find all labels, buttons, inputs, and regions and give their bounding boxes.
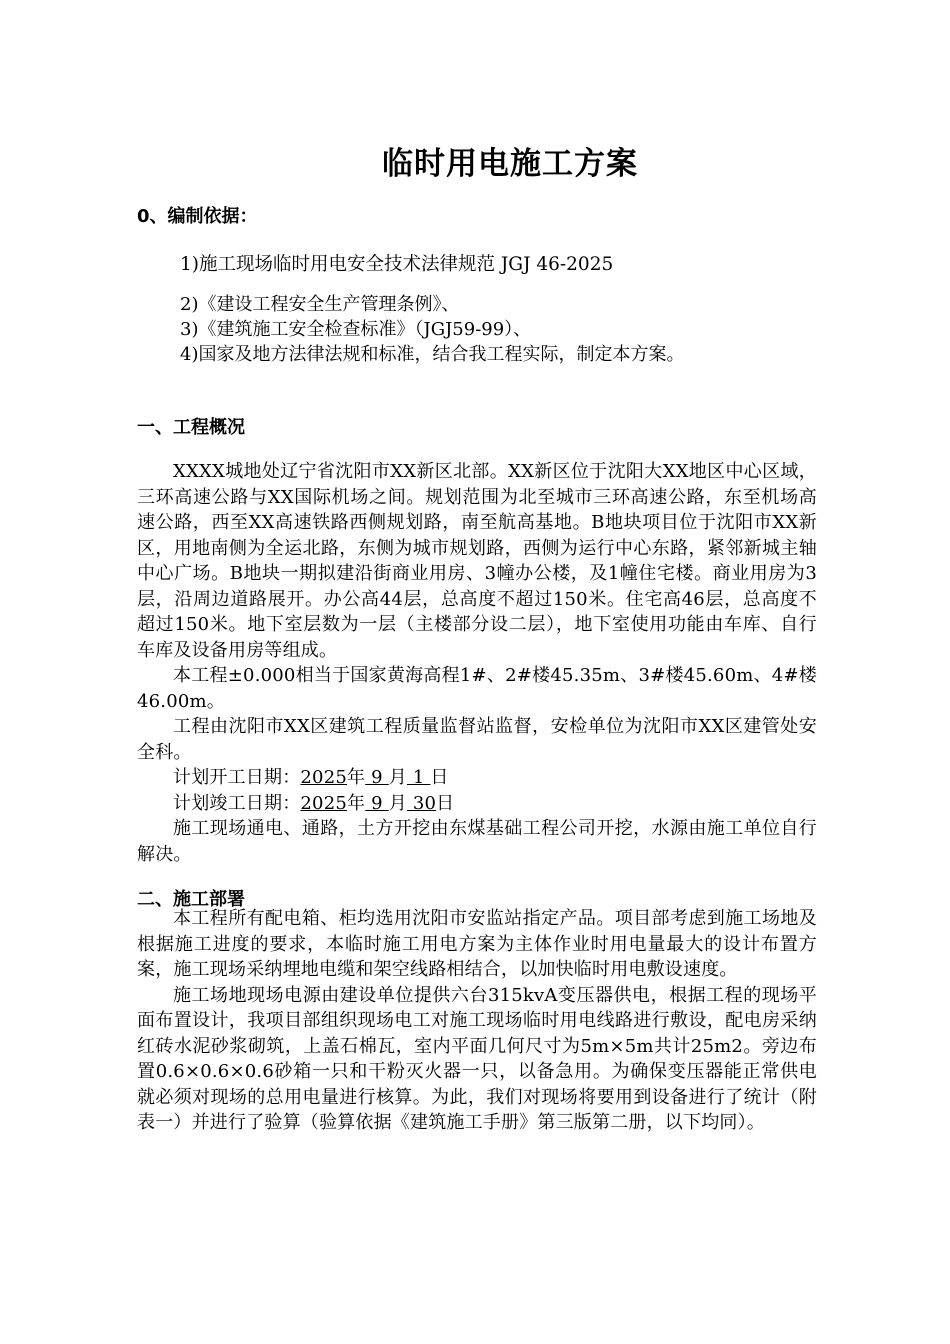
start-date-line — [137, 765, 817, 791]
end-year: 2025 — [300, 792, 348, 814]
deploy-heading: 二、施工部署 — [137, 889, 245, 910]
day-char: 日 — [430, 767, 449, 788]
start-month: 9 — [365, 767, 389, 788]
basis-item-4: 4)国家及地方法律法规和标准，结合我工程实际，制定本方案。 — [180, 344, 685, 365]
start-year: 2025 — [300, 767, 348, 788]
end-day: 30 — [406, 792, 437, 814]
deploy-paragraph-2: 施工场地现场电源由建设单位提供六台315kvA变压器供电，根据工程的现场平面布置设计，我项目部组织现场电工对施工现场临时用电线路进行敷设，配电房采纳红砖水泥砂浆砌筑，上盖石棉瓦，室内平面几何尺寸为5m×5m共计25m2。旁边布置0.6×0.6×0.6砂箱一只和干粉灭火器一只，以备急用。为确保变压器能正常供电就必须对现场的总用电量进行核算。为此，我们对现场将要用到设备进行了统计（附表一）并进行了验算（验算依据《建筑施工手册》第三版第二册，以下均同）。 — [137, 984, 817, 1133]
overview-section — [137, 459, 817, 867]
overview-paragraph-1: XXXX城地处辽宁省沈阳市XX新区北部。XX新区位于沈阳大XX地区中心区域，三环高速公路与XX国际机场之间。规划范围为北至城市三环高速公路，东至机场高速公路，西至XX高速铁路西侧规划路，南至航高基地。B地块项目位于沈阳市XX新区，用地南侧为全运北路，东侧为城市规划路，西侧为运行中心东路，紧邻新城主轴中心广场。B地块一期拟建沿街商业用房、3幢办公楼，及1幢住宅楼。商业用房为3层，沿周边道路展开。办公高44层，总高度不超过150米。住宅高46层，总高度不超过150米。地下室层数为一层（主楼部分设二层），地下室使用功能由车库、自行车库及设备用房等组成。 — [137, 461, 817, 661]
deploy-section — [137, 906, 817, 1136]
year-char: 年 — [347, 792, 366, 814]
month-char: 月 — [388, 767, 407, 788]
basis-item-2: 2)《建设工程安全生产管理条例》、 — [180, 294, 460, 315]
day-char: 日 — [436, 792, 455, 814]
basis-item-3: 3)《建筑施工安全检查标准》（JGJ59-99）、 — [180, 319, 532, 340]
overview-heading: 一、工程概况 — [137, 417, 245, 438]
year-char: 年 — [347, 767, 366, 788]
deploy-paragraph-1: 本工程所有配电箱、柜均选用沈阳市安监站指定产品。项目部考虑到施工场地及根据施工进度的要求，本临时施工用电方案为主体作业时用电量最大的设计布置方案，施工现场采纳埋地电缆和架空线路相结合，以加快临时用电敷设速度。 — [137, 908, 817, 980]
end-date-label: 计划竣工日期： — [173, 792, 301, 814]
overview-paragraph-2: 本工程±0.000相当于国家黄海高程1#、2#楼45.35m、3#楼45.60m、4#楼46.00m。 — [137, 665, 817, 712]
basis-heading: 0、编制依据： — [137, 206, 258, 227]
start-date-label: 计划开工日期： — [173, 767, 301, 788]
end-month: 9 — [365, 792, 389, 814]
month-char: 月 — [388, 792, 407, 814]
overview-paragraph-4: 施工现场通电、通路，土方开挖由东煤基础工程公司开挖，水源由施工单位自行解决。 — [137, 818, 817, 865]
end-date-line — [137, 791, 817, 817]
basis-item-1: 1)施工现场临时用电安全技术法律规范 JGJ 46-2025 — [180, 254, 614, 275]
start-day: 1 — [406, 767, 431, 788]
document-title: 临时用电施工方案 — [382, 146, 638, 182]
overview-paragraph-3: 工程由沈阳市XX区建筑工程质量监督站监督，安检单位为沈阳市XX区建管处安全科。 — [137, 716, 817, 763]
